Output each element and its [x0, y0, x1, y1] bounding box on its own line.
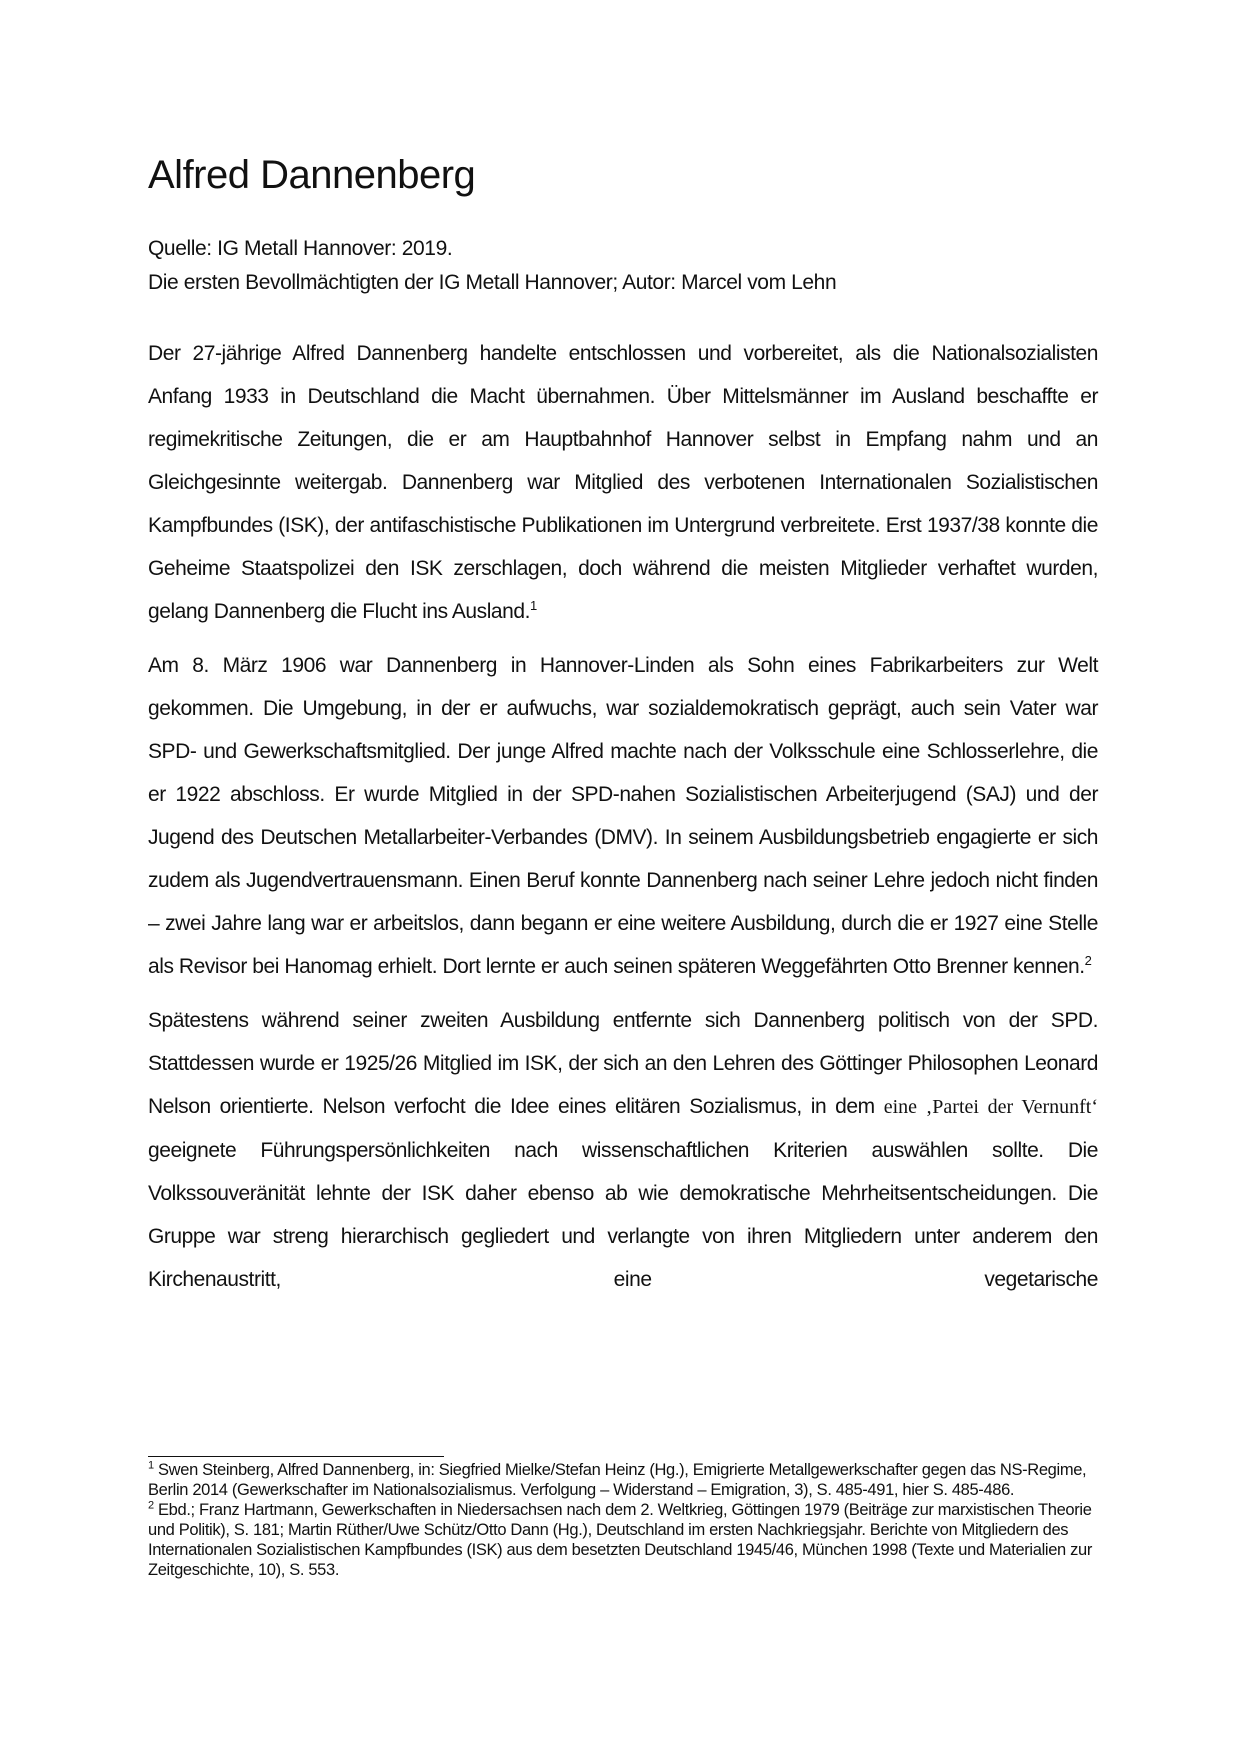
footnote	[148, 1500, 1098, 1580]
body-text	[148, 332, 1098, 1312]
paragraph-text: Spätestens während seiner zweiten Ausbildung entfernte sich Dannenberg politisch von der SPD. Stattdessen wurde er 1925/26 Mitglied im ISK, der sich an den Lehren des Göttinger Philosophen Leonard Nelson orientierte. Nelson verfocht die Idee eines elitären Sozialismus, in dem	[148, 1009, 1098, 1118]
paragraph	[148, 332, 1098, 633]
source-block	[148, 232, 836, 300]
paragraph	[148, 644, 1098, 988]
footnote-text: Swen Steinberg, Alfred Dannenberg, in: Siegfried Mielke/Stefan Heinz (Hg.), Emigrierte Metallgewerkschafter gegen das NS-Regime, Berlin 2014 (Gewerkschafter im Nationalsozialismus. Verfolgung – Widerstand – Emigration, 3), S. 485-491, hier S. 485-486.	[148, 1461, 1087, 1499]
page-title: Alfred Dannenberg	[148, 153, 476, 197]
footnote	[148, 1460, 1098, 1500]
paragraph	[148, 999, 1098, 1301]
footnote-ref[interactable]: 2	[1084, 953, 1092, 968]
quoted-phrase: eine ‚Partei der Vernunft‘	[883, 1096, 1098, 1118]
footnote-text: Ebd.; Franz Hartmann, Gewerkschaften in Niedersachsen nach dem 2. Weltkrieg, Göttingen 1979 (Beiträge zur marxistischen Theorie und Politik), S. 181; Martin Rüther/Uwe Schütz/Otto Dann (Hg.), Deutschland im ersten Nachkriegsjahr. Berichte von Mitgliedern des Internationalen Sozialistischen Kampfbundes (ISK) aus dem besetzten Deutschland 1945/46, München 1998 (Texte und Materialien zur Zeitgeschichte, 10), S. 553.	[148, 1501, 1092, 1579]
footnote-separator	[148, 1456, 444, 1457]
footnote-ref[interactable]: 1	[530, 598, 537, 613]
footnote-number: 2	[148, 1499, 154, 1512]
footnote-number: 1	[148, 1459, 154, 1472]
paragraph-text: Am 8. März 1906 war Dannenberg in Hannover-Linden als Sohn eines Fabrikarbeiters zur Welt gekommen. Die Umgebung, in der er aufwuchs, war sozialdemokratisch geprägt, auch sein Vater war SPD- und Gewerkschaftsmitglied. Der junge Alfred machte nach der Volksschule eine Schlosserlehre, die er 1922 abschloss. Er wurde Mitglied in der SPD-nahen Sozialistischen Arbeiterjugend (SAJ) und der Jugend des Deutschen Metallarbeiter-Verbandes (DMV). In seinem Ausbildungsbetrieb engagierte er sich zudem als Jugendvertrauensmann. Einen Beruf konnte Dannenberg nach seiner Lehre jedoch nicht finden – zwei Jahre lang war er arbeitslos, dann begann er eine weitere Ausbildung, durch die er 1927 eine Stelle als Revisor bei Hanomag erhielt. Dort lernte er auch seinen späteren Weggefährten Otto Brenner kennen.	[148, 654, 1098, 978]
paragraph-text: geeignete Führungspersönlichkeiten nach wissenschaftlichen Kriterien auswählen sollte. Die Volkssouveränität lehnte der ISK daher ebenso ab wie demokratische Mehrheitsentscheidungen. Die Gruppe war streng hierarchisch gegliedert und verlangte von ihren Mitgliedern unter anderem den Kirchenaustritt, eine vegetarische	[148, 1139, 1098, 1291]
author-line: Die ersten Bevollmächtigten der IG Metall Hannover; Autor: Marcel vom Lehn	[148, 271, 837, 294]
footnotes	[148, 1460, 1098, 1580]
source-line: Quelle: IG Metall Hannover: 2019.	[148, 237, 453, 260]
paragraph-text: Der 27-jährige Alfred Dannenberg handelte entschlossen und vorbereitet, als die Nationalsozialisten Anfang 1933 in Deutschland die Macht übernahmen. Über Mittelsmänner im Ausland beschaffte er regimekritische Zeitungen, die er am Hauptbahnhof Hannover selbst in Empfang nahm und an Gleichgesinnte weitergab. Dannenberg war Mitglied des verbotenen Internationalen Sozialistischen Kampfbundes (ISK), der antifaschistische Publikationen im Untergrund verbreitete. Erst 1937/38 konnte die Geheime Staatspolizei den ISK zerschlagen, doch während die meisten Mitglieder verhaftet wurden, gelang Dannenberg die Flucht ins Ausland.	[148, 342, 1098, 623]
